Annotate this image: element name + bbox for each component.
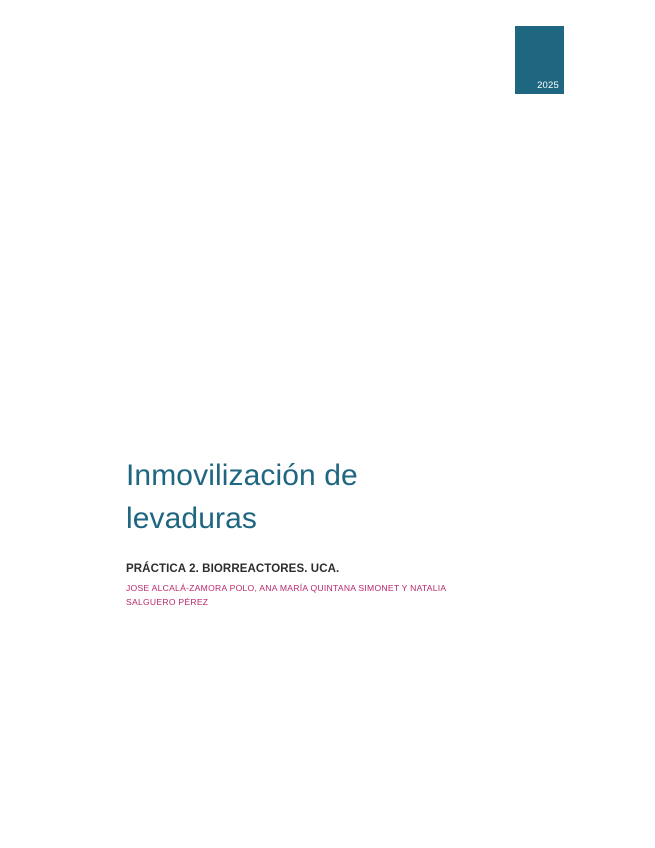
year-accent-block [515,26,564,94]
page-title-line-2: levaduras [126,501,257,535]
authors-list: JOSE ALCALÁ-ZAMORA POLO, ANA MARÍA QUINTANA SIMONET Y NATALIA SALGUERO PÉREZ [126,583,446,607]
page-title [126,455,506,540]
year-label: 2025 [537,80,559,91]
page-title-line-1: Inmovilización de [126,459,358,492]
page-subtitle: PRÁCTICA 2. BIORREACTORES. UCA. [126,563,340,576]
cover-title-block [126,455,506,609]
